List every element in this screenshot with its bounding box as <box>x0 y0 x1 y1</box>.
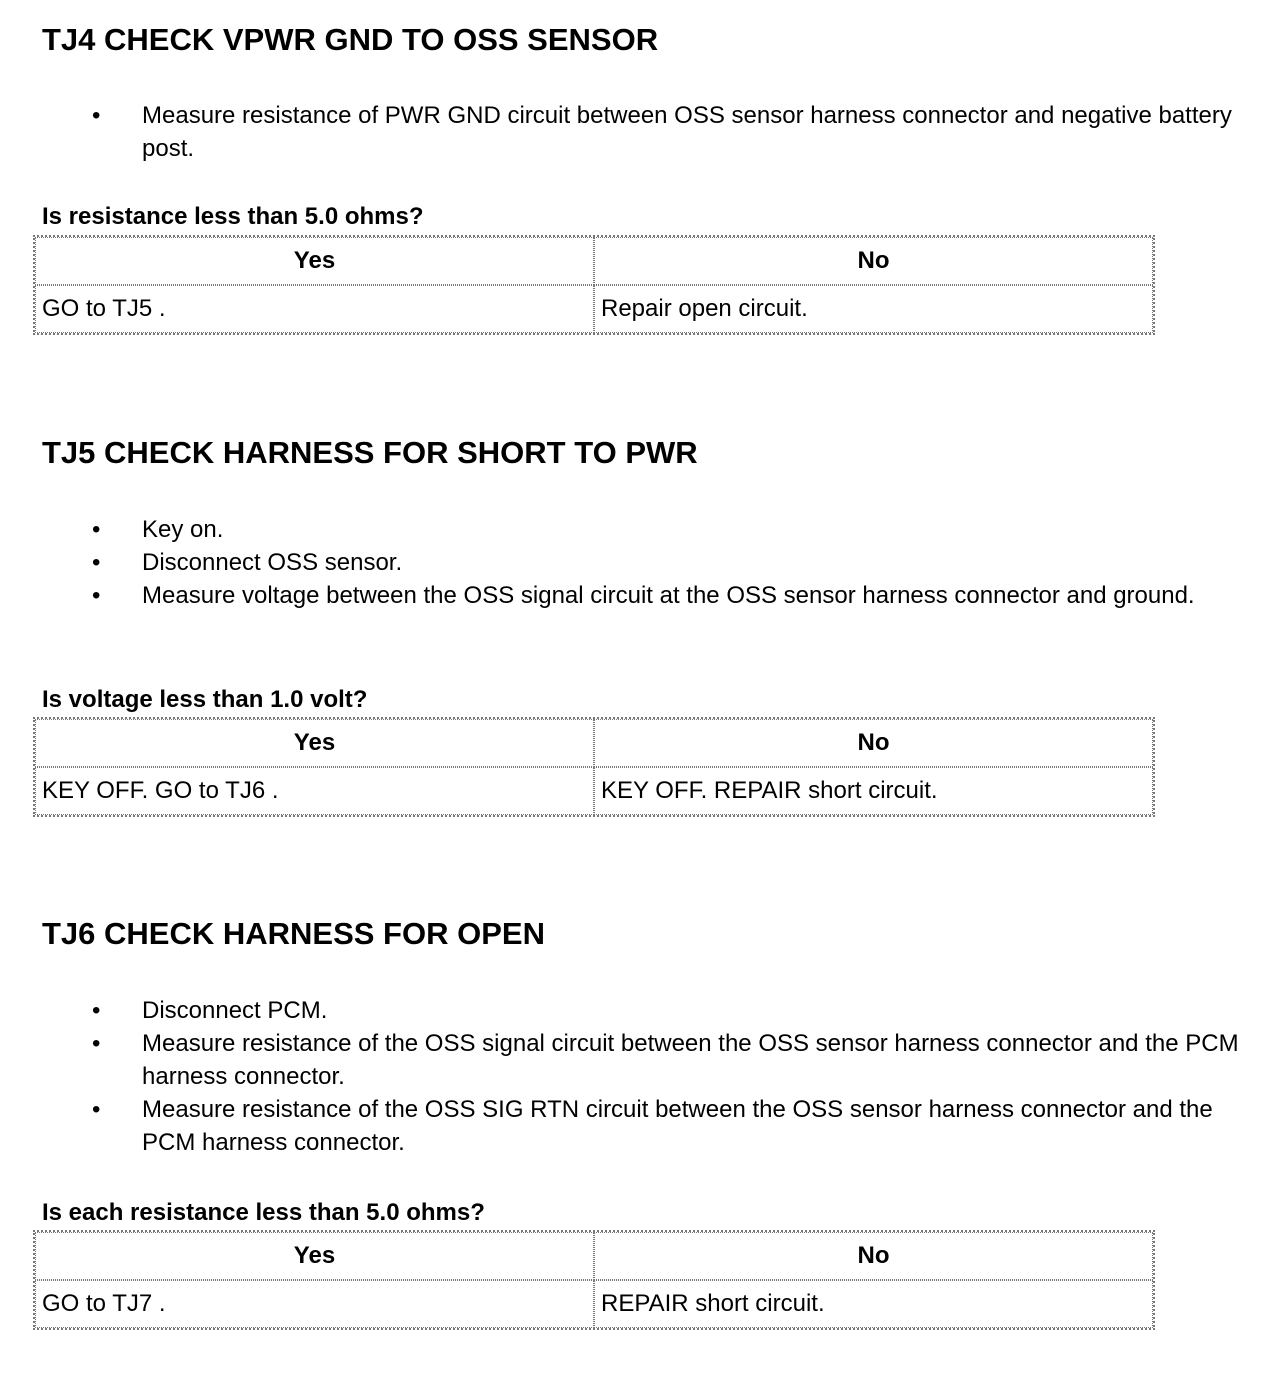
step-item <box>92 99 1252 165</box>
no-header: No <box>594 237 1153 285</box>
no-header: No <box>594 719 1153 767</box>
decision-table <box>33 717 1155 817</box>
question: Is each resistance less than 5.0 ohms? <box>42 1199 485 1226</box>
yes-action: GO to TJ7 . <box>35 1280 594 1328</box>
bullet-icon: • <box>92 549 101 576</box>
yes-header: Yes <box>35 1232 594 1280</box>
bullet-icon: • <box>92 582 101 609</box>
decision-table <box>33 1230 1155 1330</box>
step-text: Measure resistance of PWR GND circuit between OSS sensor harness connector and negative battery post. <box>142 102 1232 162</box>
step-text: Disconnect PCM. <box>142 997 328 1024</box>
step-item <box>92 1093 1252 1159</box>
bullet-icon: • <box>92 1030 101 1057</box>
yes-header: Yes <box>35 237 594 285</box>
no-header: No <box>594 1232 1153 1280</box>
step-list <box>0 513 1252 612</box>
step-item <box>92 579 1252 612</box>
step-item <box>92 513 1252 546</box>
step-text: Key on. <box>142 516 224 543</box>
section-title: TJ5 CHECK HARNESS FOR SHORT TO PWR <box>42 435 698 470</box>
step-list <box>0 99 1252 165</box>
bullet-icon: • <box>92 997 101 1024</box>
section-title: TJ4 CHECK VPWR GND TO OSS SENSOR <box>42 22 659 57</box>
decision-table <box>33 235 1155 335</box>
yes-action: KEY OFF. GO to TJ6 . <box>35 767 594 815</box>
step-item <box>92 994 1252 1027</box>
no-action: Repair open circuit. <box>594 285 1153 333</box>
question: Is resistance less than 5.0 ohms? <box>42 203 424 230</box>
section-title: TJ6 CHECK HARNESS FOR OPEN <box>42 916 545 951</box>
no-action: REPAIR short circuit. <box>594 1280 1153 1328</box>
step-item <box>92 1027 1252 1093</box>
step-text: Measure resistance of the OSS SIG RTN circuit between the OSS sensor harness connector and the PCM harness connector. <box>142 1096 1213 1156</box>
question: Is voltage less than 1.0 volt? <box>42 686 368 713</box>
yes-header: Yes <box>35 719 594 767</box>
bullet-icon: • <box>92 516 101 543</box>
no-action: KEY OFF. REPAIR short circuit. <box>594 767 1153 815</box>
step-text: Measure voltage between the OSS signal circuit at the OSS sensor harness connector and ground. <box>142 582 1195 609</box>
step-item <box>92 546 1252 579</box>
step-list <box>0 994 1252 1159</box>
step-text: Disconnect OSS sensor. <box>142 549 403 576</box>
step-text: Measure resistance of the OSS signal circuit between the OSS sensor harness connector and the PCM harness connector. <box>142 1030 1239 1090</box>
bullet-icon: • <box>92 102 101 129</box>
yes-action: GO to TJ5 . <box>35 285 594 333</box>
bullet-icon: • <box>92 1096 101 1123</box>
